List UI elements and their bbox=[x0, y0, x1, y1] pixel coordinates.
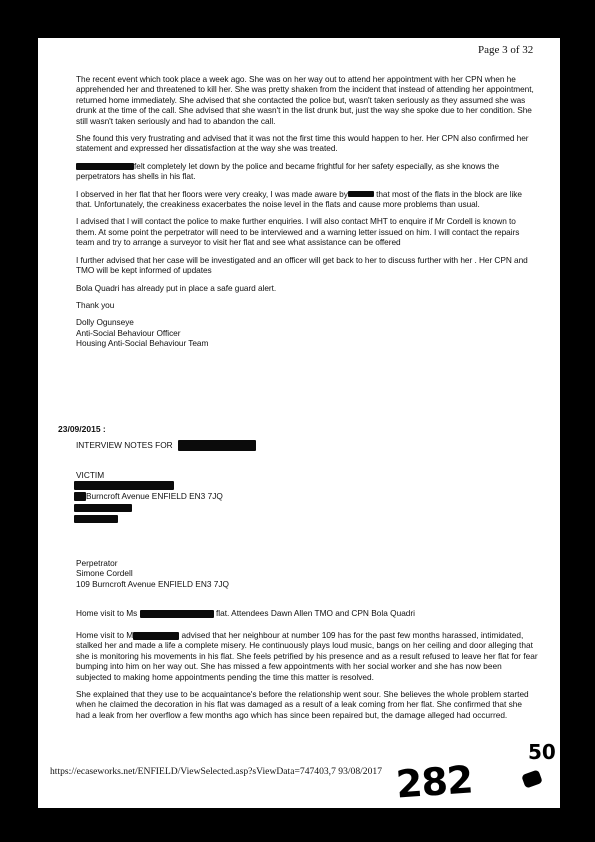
home-visit-text: Home visit to Ms bbox=[76, 608, 138, 618]
home-visit-details bbox=[76, 630, 538, 727]
paragraph bbox=[76, 189, 538, 210]
paragraph: She found this very frustrating and advised that it was not the first time this would happen to her. Her CPN also confirmed her statement and expressed her dissatisfaction at the way she was treated. bbox=[76, 133, 529, 154]
redaction bbox=[74, 481, 174, 490]
paragraph: Thank you bbox=[76, 299, 115, 310]
paragraph-text: Home visit to M bbox=[76, 630, 134, 640]
redaction bbox=[74, 504, 132, 512]
paragraph: I further advised that her case will be investigated and an officer will get back to her to discuss further with her . Her CPN and TMO will be kept informed of updates bbox=[76, 254, 528, 276]
interview-heading-row bbox=[76, 440, 538, 451]
perpetrator-label: Perpetrator bbox=[76, 558, 118, 568]
victim-address: Burncroft Avenue ENFIELD EN3 7JQ bbox=[86, 491, 223, 502]
interview-heading: INTERVIEW NOTES FOR bbox=[76, 440, 173, 450]
perpetrator-block bbox=[76, 558, 538, 589]
redaction bbox=[178, 440, 256, 451]
victim-label: VICTIM bbox=[76, 470, 105, 480]
perpetrator-address: 109 Burncroft Avenue ENFIELD EN3 7JQ bbox=[76, 578, 229, 589]
redaction bbox=[140, 610, 214, 618]
letter-body bbox=[76, 74, 538, 349]
paragraph: Bola Quadri has already put in place a safe guard alert. bbox=[76, 282, 277, 293]
signature-title: Anti-Social Behaviour Officer bbox=[76, 327, 181, 338]
ink-scribble bbox=[521, 769, 543, 788]
entry-date: 23/09/2015 : bbox=[58, 424, 106, 434]
perpetrator-name: Simone Cordell bbox=[76, 568, 133, 579]
paragraph-text: I observed in her flat that her floors were very creaky, I was made aware by bbox=[76, 188, 348, 199]
victim-address-row bbox=[76, 491, 538, 501]
signature-team: Housing Anti-Social Behaviour Team bbox=[76, 338, 209, 349]
redaction bbox=[74, 515, 118, 523]
url-date: 93/08/2017 bbox=[338, 766, 382, 777]
redaction bbox=[133, 632, 179, 640]
redaction bbox=[348, 191, 374, 197]
handwritten-page-number: 282 bbox=[394, 757, 474, 807]
paragraph bbox=[76, 161, 538, 182]
paragraph: I advised that I will contact the police to make further enquiries. I will also contact MHT to enquire if Mr Cordell is known to them. At some point the perpetrator will need to be interviewed and a warning letter issued on him. I will contact the repairs team and try to arrange a surveyor to visit her flat and see what assistance can be offered bbox=[76, 216, 520, 248]
paragraph-text: felt completely let down by the police and became frightful for her safety especially, as she knows the perpetrators has shells in his flat. bbox=[76, 160, 500, 182]
redaction bbox=[76, 163, 134, 170]
victim-block bbox=[76, 470, 538, 523]
footer-url bbox=[50, 766, 382, 777]
page-number: Page 3 of 32 bbox=[478, 44, 534, 56]
paragraph: The recent event which took place a week ago. She was on her way out to attend her appointment with her CPN when he apprehended her and threatened to kill her. She was pretty shaken from the incident that instead of attending her appointment, returned home immediately. She advised that she contacted the police but, wasn't taken seriously as they assumed she was drunk at the time of the call. She advised that she wasn't in the list drunk but, just the way she spoke due to her condition. She still wasn't taken seriously and had to abandon the call. bbox=[76, 74, 534, 126]
redaction bbox=[74, 492, 86, 501]
document-page bbox=[38, 38, 560, 808]
url-text: https://ecaseworks.net/ENFIELD/ViewSelected.asp?sViewData=747403,7 bbox=[50, 766, 336, 777]
handwritten-note: 50 bbox=[528, 740, 556, 764]
home-visit-line bbox=[76, 608, 538, 618]
paragraph-text: that most of the flats in the block are like that. Unfortunately, the creakiness exacerbates the noise level in the flats and cause more problems than usual. bbox=[76, 188, 522, 210]
signature-name: Dolly Ogunseye bbox=[76, 317, 134, 328]
paragraph bbox=[76, 630, 538, 682]
paragraph-text: advised that her neighbour at number 109 has for the past few months harassed, intimidated, stalked her and made a life a complete misery. He continuously plays loud music, bangs on her ceiling and door alleging that she is monitoring his movements in his flat. She feels petrified by his presence and as a result refused to leave her flat for fear bumping into him on her way out. She has missed a few appointments with her social worker and she has now been subjected to making home appointments pending the time this matter is resolved. bbox=[76, 630, 538, 682]
home-visit-text: flat. Attendees Dawn Allen TMO and CPN Bola Quadri bbox=[215, 608, 416, 618]
paragraph: She explained that they use to be acquaintance's before the relationship went sour. She believes the whole problem started when he claimed the decoration in his flat was damaged as a result of a leak coming from her flat. She confirmed that she had a leak from her overflow a few months ago which has since been repaired but, the damage alleged had occurred. bbox=[76, 689, 529, 720]
